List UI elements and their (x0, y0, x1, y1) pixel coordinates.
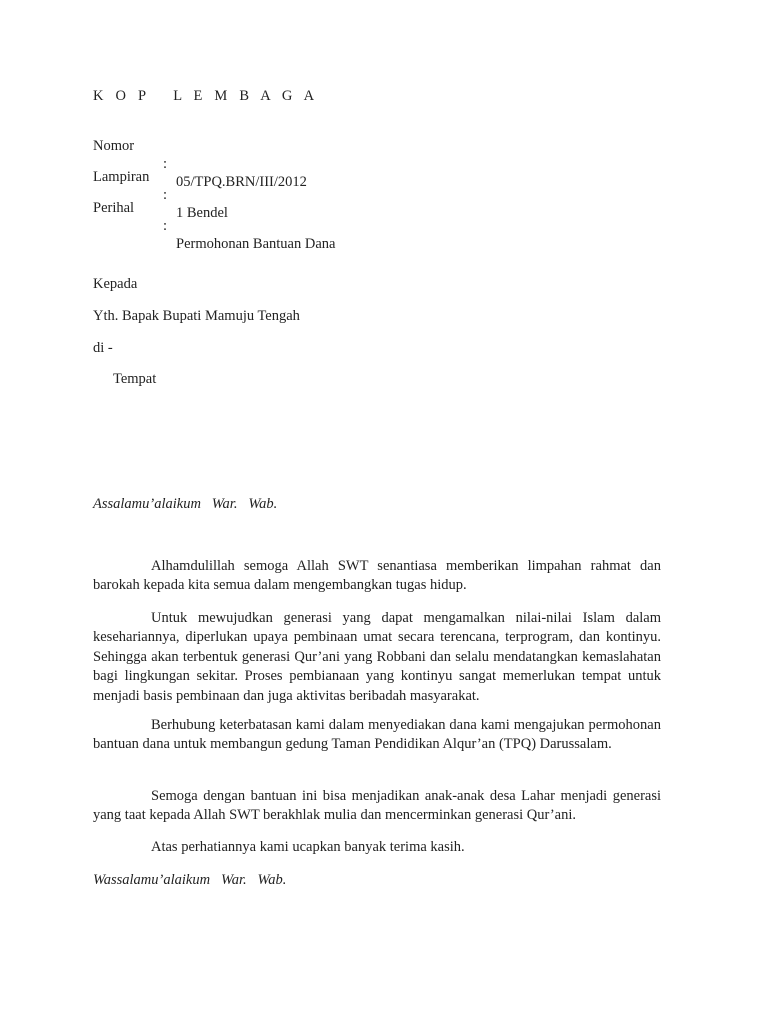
recipient-kepada: Kepada (93, 276, 138, 292)
letterhead-title: K O P L E M B A G A (93, 88, 319, 104)
meta-label: Perihal (93, 200, 135, 216)
opening-greeting: Assalamu’alaikum War. Wab. (93, 496, 278, 512)
body-paragraph-1: Alhamdulillah semoga Allah SWT senantiasa memberikan limpahan rahmat dan barokah kepada kita semua dalam mengembangkan tugas hidup. (93, 558, 661, 594)
closing-greeting: Wassalamu’alaikum War. Wab. (93, 872, 287, 888)
body-paragraph-2: Untuk mewujudkan generasi yang dapat mengamalkan nilai-nilai Islam dalam kesehariannya, diperlukan upaya pembinaan umat secara terencana, terprogram, dan kontinyu. Sehingga akan terbentuk generasi Qur’ani yang Robbani dan selalu mendatangkan kemaslahatan bagi lingkungan sekitar. Proses pembianaan yang kontinyu sangat memerlukan tempat untuk menjadi basis pembinaan dan juga aktivitas beribadah masyarakat. (93, 610, 661, 704)
meta-colon: : (163, 187, 168, 203)
body-paragraph-5: Atas perhatiannya kami ucapkan banyak terima kasih. (151, 839, 465, 855)
meta-colon: : (163, 156, 168, 172)
meta-label: Nomor (93, 138, 135, 154)
body-paragraph-3: Berhubung keterbatasan kami dalam menyediakan dana kami mengajukan permohonan bantuan dana untuk membangun gedung Taman Pendidikan Alqur’an (TPQ) Darussalam. (93, 717, 661, 753)
meta-value: Permohonan Bantuan Dana (176, 236, 336, 252)
recipient-tempat: Tempat (113, 371, 157, 387)
meta-colon: : (163, 218, 168, 234)
recipient-name: Yth. Bapak Bupati Mamuju Tengah (93, 308, 300, 324)
recipient-di: di - (93, 340, 113, 356)
meta-value: 1 Bendel (176, 205, 228, 221)
body-paragraph-4: Semoga dengan bantuan ini bisa menjadikan anak-anak desa Lahar menjadi generasi yang taat kepada Allah SWT berakhlak mulia dan mencerminkan generasi Qur’ani. (93, 788, 661, 824)
meta-value: 05/TPQ.BRN/III/2012 (176, 174, 307, 190)
meta-label: Lampiran (93, 169, 150, 185)
